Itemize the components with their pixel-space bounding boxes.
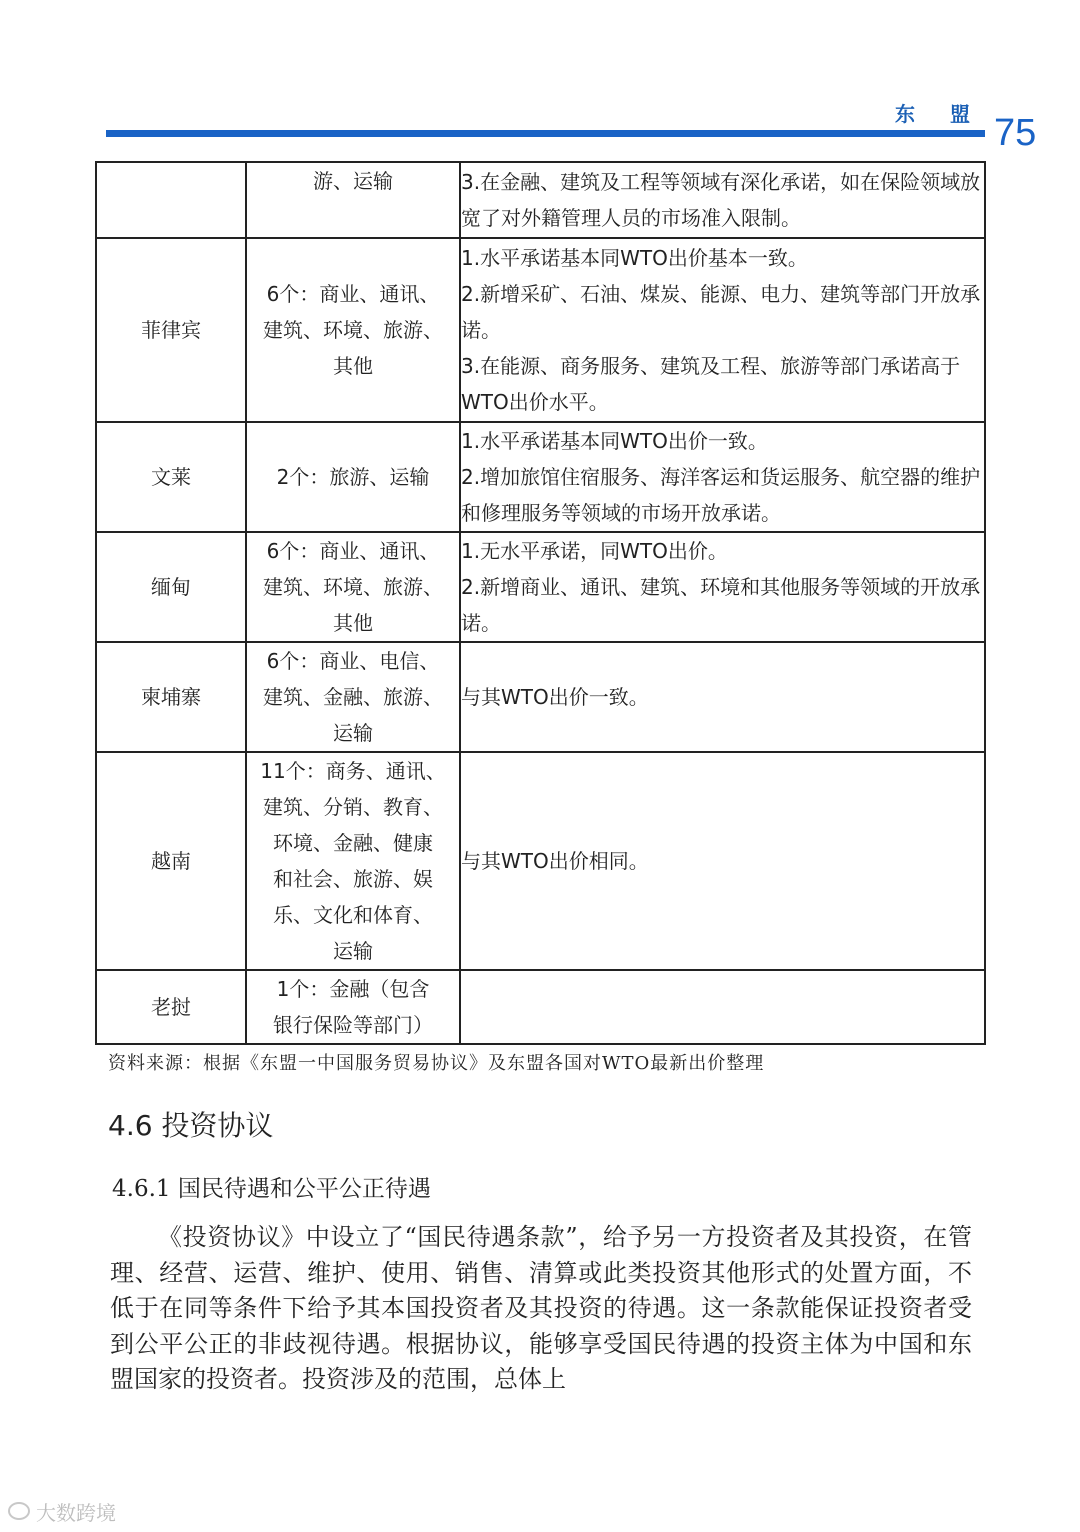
table-source-note: 资料来源：根据《东盟一中国服务贸易协议》及东盟各国对WTO最新出价整理 xyxy=(108,1053,765,1074)
sectors-line: 11个：商务、通讯、 xyxy=(260,759,446,783)
sectors-line: 建筑、金融、旅游、 xyxy=(263,685,443,709)
sectors-line: 和社会、旅游、娱 xyxy=(273,867,433,891)
sectors-line: 建筑、环境、旅游、 xyxy=(263,318,443,342)
chapter-header-title: 东 盟 xyxy=(895,102,984,126)
header-rule xyxy=(106,130,985,137)
sectors-cell xyxy=(246,238,460,422)
notes-line: 3.在金融、建筑及工程等领域有深化承诺，如在保险领域放宽了对外籍管理人员的市场准入限制。 xyxy=(461,170,981,230)
notes-line: 2.增加旅馆住宿服务、海洋客运和货运服务、航空器的维护和修理服务等领域的市场开放承诺。 xyxy=(461,465,981,525)
sectors-line: 运输 xyxy=(333,939,373,963)
country-cell: 文莱 xyxy=(96,422,246,532)
notes-cell xyxy=(460,422,985,532)
sectors-line: 6个：商业、通讯、 xyxy=(266,282,440,306)
sectors-line: 1个：金融（包含 xyxy=(276,977,430,1001)
country-cell: 缅甸 xyxy=(96,532,246,642)
watermark xyxy=(8,1496,158,1526)
notes-cell xyxy=(460,238,985,422)
sectors-line: 环境、金融、健康 xyxy=(273,831,433,855)
country-cell: 柬埔寨 xyxy=(96,642,246,752)
sectors-cell xyxy=(246,162,460,238)
country-cell: 菲律宾 xyxy=(96,238,246,422)
sectors-line: 6个：商业、电信、 xyxy=(266,649,440,673)
notes-line: 与其WTO出价一致。 xyxy=(461,685,649,709)
country-cell xyxy=(96,162,246,238)
sectors-cell xyxy=(246,752,460,970)
notes-line: 3.在能源、商务服务、建筑及工程、旅游等部门承诺高于WTO出价水平。 xyxy=(461,354,961,414)
sectors-line: 建筑、环境、旅游、 xyxy=(263,575,443,599)
sectors-line: 其他 xyxy=(333,354,373,378)
sectors-line: 游、运输 xyxy=(313,169,393,193)
table-row xyxy=(96,162,985,238)
subsection-heading: 4.6.1 国民待遇和公平公正待遇 xyxy=(112,1176,431,1202)
table-row xyxy=(96,422,985,532)
notes-cell xyxy=(460,970,985,1044)
sectors-line: 6个：商业、通讯、 xyxy=(266,539,440,563)
notes-line: 与其WTO出价相同。 xyxy=(461,849,649,873)
section-heading: 4.6 投资协议 xyxy=(108,1109,274,1142)
page-number: 75 xyxy=(994,112,1037,154)
notes-cell xyxy=(460,162,985,238)
notes-line: 1.无水平承诺，同WTO出价。 xyxy=(461,539,728,563)
notes-cell xyxy=(460,642,985,752)
table-row xyxy=(96,642,985,752)
table-row xyxy=(96,238,985,422)
sectors-cell xyxy=(246,532,460,642)
notes-line: 2.新增商业、通讯、建筑、环境和其他服务等领域的开放承诺。 xyxy=(461,575,981,635)
commitments-table xyxy=(95,161,986,1045)
sectors-line: 乐、文化和体育、 xyxy=(273,903,433,927)
sectors-line: 2个：旅游、运输 xyxy=(276,465,430,489)
body-paragraph: 《投资协议》中设立了“国民待遇条款”，给予另一方投资者及其投资，在管理、经营、运营、维护、使用、销售、清算或此类投资其他形式的处置方面，不低于在同等条件下给予其本国投资者及其投资的待遇。这一条款能保证投资者受到公平公正的非歧视待遇。根据协议，能够享受国民待遇的投资主体为中国和东盟国家的投资者。投资涉及的范围，总体上 xyxy=(110,1223,972,1393)
country-cell: 越南 xyxy=(96,752,246,970)
sectors-cell xyxy=(246,642,460,752)
sectors-line: 银行保险等部门） xyxy=(273,1013,433,1037)
notes-cell xyxy=(460,532,985,642)
sectors-line: 运输 xyxy=(333,721,373,745)
notes-cell xyxy=(460,752,985,970)
table-row xyxy=(96,532,985,642)
watermark-logo-icon xyxy=(8,1502,30,1520)
sectors-line: 其他 xyxy=(333,611,373,635)
sectors-cell xyxy=(246,422,460,532)
notes-line: 2.新增采矿、石油、煤炭、能源、电力、建筑等部门开放承诺。 xyxy=(461,282,981,342)
sectors-line: 建筑、分销、教育、 xyxy=(263,795,443,819)
table-row xyxy=(96,752,985,970)
country-cell: 老挝 xyxy=(96,970,246,1044)
watermark-text: 大数跨境 xyxy=(36,1500,116,1525)
table-row xyxy=(96,970,985,1044)
notes-line: 1.水平承诺基本同WTO出价基本一致。 xyxy=(461,246,808,270)
sectors-cell xyxy=(246,970,460,1044)
notes-line: 1.水平承诺基本同WTO出价一致。 xyxy=(461,429,768,453)
